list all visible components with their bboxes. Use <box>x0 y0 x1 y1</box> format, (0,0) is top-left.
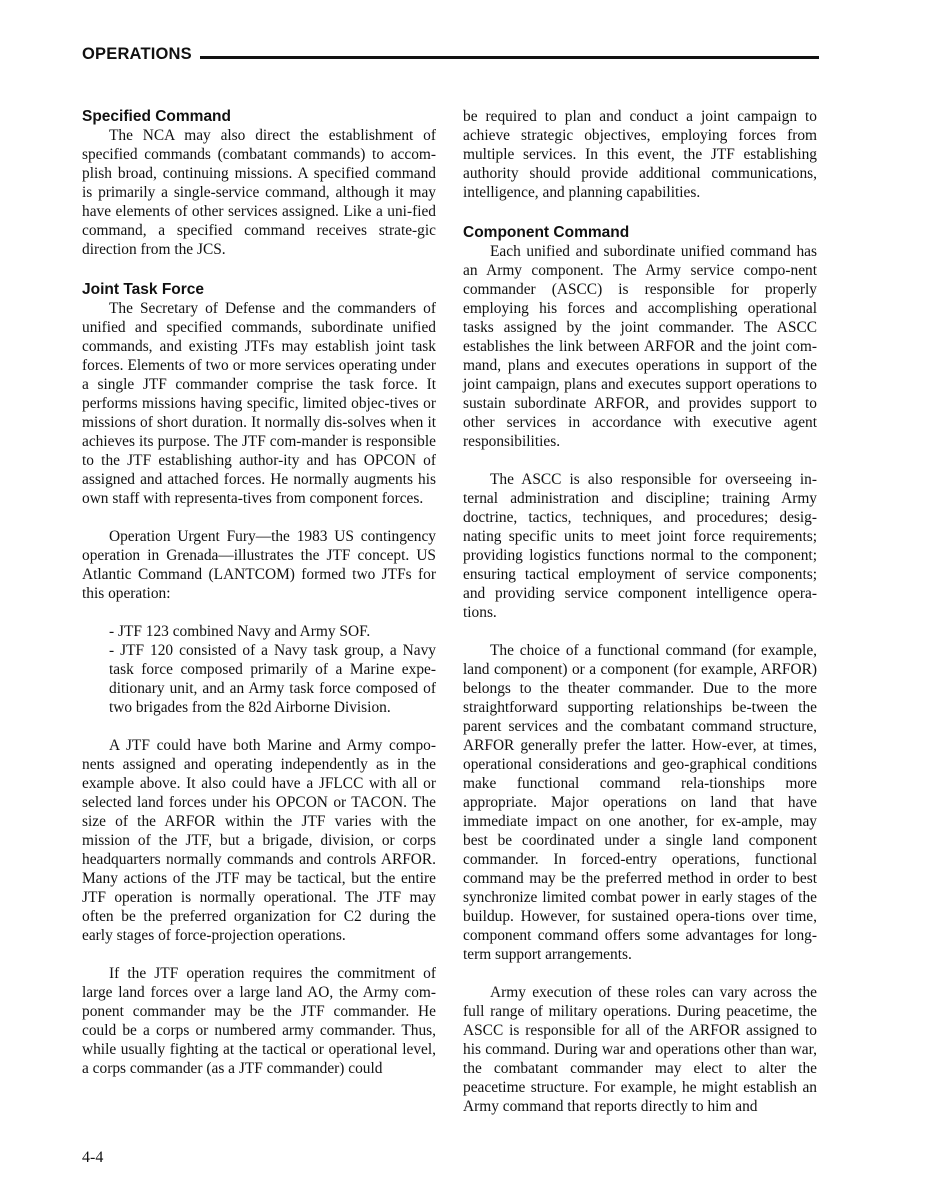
heading-joint-task-force: Joint Task Force <box>82 281 205 298</box>
paragraph-functional-command: The choice of a functional command (for example, land component) or a component (for example, ARFOR) belongs to the theater commander. Due to the more straightforward supporting relationships be-tween the parent services and the combatant command structure, ARFOR generally prefer the latter. How-ever, at times, operational considerations and geo-graphical conditions make functional command rela-tionships more appropriate. Major operations on land that have immediate impact on one another, for ex-ample, may best be coordinated under a single land component commander. In forced-entry operations, functional command may be the preferred method in order to best synchronize limited combat power in early stages of the buildup. However, for sustained opera-tions over time, component command offers some advantages for long-term support arrangements. <box>463 642 817 963</box>
paragraph-specified-command: The NCA may also direct the establishment of specified commands (combatant commands) to accom-plish broad, continuing missions. A specified command is primarily a single-service command, although it may have elements of other services assigned. Like a uni-fied command, a specified command receives strate-gic direction from the JCS. <box>82 127 436 258</box>
paragraph-jtf-components: A JTF could have both Marine and Army compo-nents assigned and operating independently as in the example above. It also could have a JFLCC with all or selected land forces under his OPCON or TACON. The size of the ARFOR within the JTF varies with the mission of the JTF, but a brigade, division, or corps headquarters normally commands and controls ARFOR. Many actions of the JTF may be tactical, but the entire JTF operation is normally operational. The JTF may often be the preferred organization for C2 during the early stages of force-projection operations. <box>82 737 436 944</box>
heading-specified-command: Specified Command <box>82 108 231 125</box>
list-item: - JTF 123 combined Navy and Army SOF. <box>109 623 371 640</box>
paragraph-jtf-definition: The Secretary of Defense and the commanders of unified and specified commands, subordinate unified commands, and existing JTFs may establish joint task forces. Elements of two or more services operating under a single JTF commander comprise the task force. It performs missions having specific, limited objec-tives or missions of short duration. It normally dis-solves when it achieves its purpose. The JTF com-mander is responsible to the JTF establishing author-ity and has OPCON of assigned and attached forces. He normally augments his own staff with representa-tives from component forces. <box>82 300 436 507</box>
section-title: OPERATIONS <box>82 45 192 63</box>
left-column <box>82 107 436 1078</box>
paragraph-ascc-role: Each unified and subordinate unified command has an Army component. The Army service compo-nent commander (ASCC) is responsible for properly employing his forces and accomplishing operational tasks assigned by the joint commander. The ASCC establishes the link between ARFOR and the joint com-mand, plans and executes operations in support of the joint campaign, plans and executes support operations to sustain subordinate ARFOR, and provides support to other services in accordance with executive agent responsibilities. <box>463 243 817 450</box>
list-item: - JTF 120 consisted of a Navy task group, a Navy task force composed primarily of a Marine expe-ditionary unit, and an Army task force composed of two brigades from the 82d Airborne Division. <box>109 642 436 716</box>
paragraph-jtf-large-forces: If the JTF operation requires the commitment of large land forces over a large land AO, the Army com-ponent commander may be the JTF commander. He could be a corps or numbered army commander. Thus, while usually fighting at the tactical or operational level, a corps commander (as a JTF commander) could <box>82 965 436 1077</box>
paragraph-urgent-fury: Operation Urgent Fury—the 1983 US contingency operation in Grenada—illustrates the JTF concept. US Atlantic Command (LANTCOM) formed two JTFs for this operation: <box>82 528 436 602</box>
page-number: 4-4 <box>82 1149 104 1166</box>
jtf-list <box>82 622 436 717</box>
heading-component-command: Component Command <box>463 224 630 241</box>
running-header <box>82 41 819 63</box>
paragraph-continuation: be required to plan and conduct a joint campaign to achieve strategic objectives, employing forces from multiple services. In this event, the JTF establishing authority should provide additional communications, intelligence, and planning capabilities. <box>463 108 817 201</box>
paragraph-ascc-responsibilities: The ASCC is also responsible for overseeing in-ternal administration and discipline; training Army doctrine, tactics, techniques, and procedures; desig-nating specific units to meet joint force requirements; providing logistics functions normal to the component; ensuring tactical employment of service components; and providing service component intelligence opera-tions. <box>463 471 817 621</box>
right-column <box>463 107 817 1116</box>
paragraph-army-execution: Army execution of these roles can vary across the full range of military operations. During peacetime, the ASCC is responsible for all of the ARFOR assigned to his command. During war and operations other than war, the combatant commander may elect to alter the peacetime structure. For example, he might establish an Army command that reports directly to him and <box>463 984 817 1115</box>
header-rule <box>200 56 819 59</box>
